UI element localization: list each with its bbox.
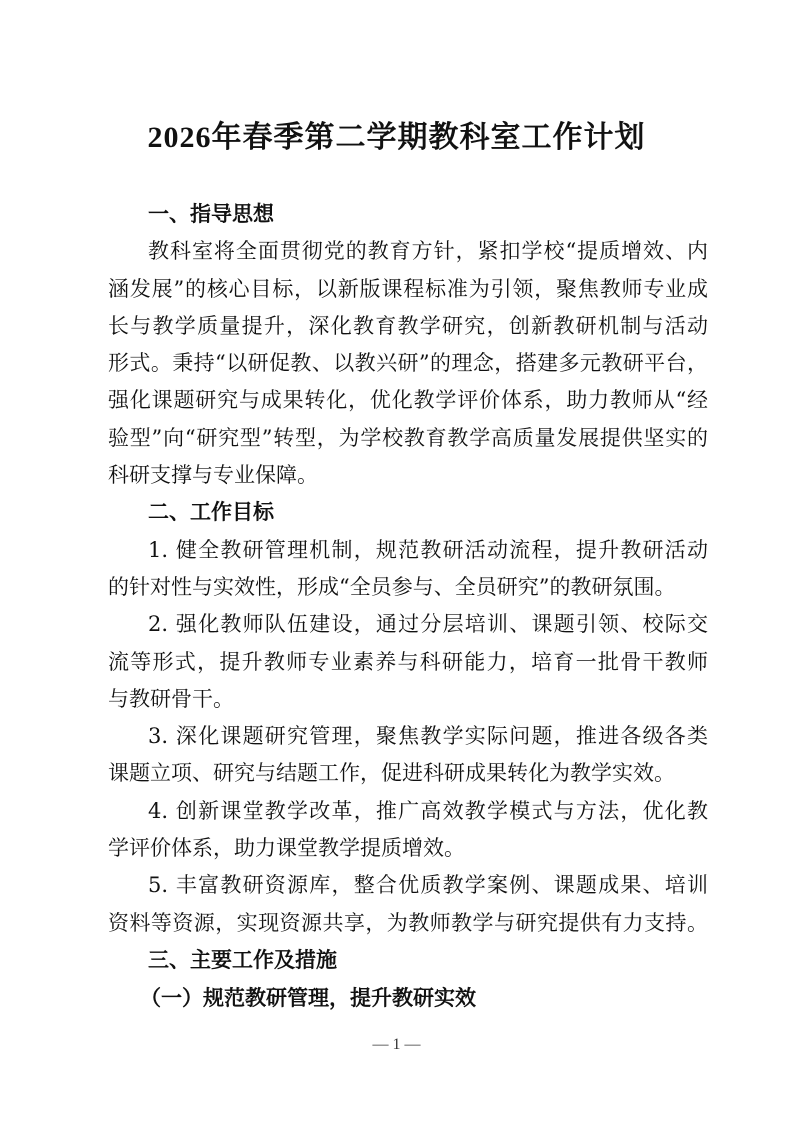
- paragraph-guiding-ideology: [108, 233, 708, 494]
- text-line: 形式。秉持“以研促教、以教兴研”的理念，搭建多元教研平台，: [108, 351, 708, 376]
- section-heading: 二、工作目标: [148, 500, 274, 525]
- text-line: 涵发展”的核心目标，以新版课程标准为引领，聚焦教师专业成: [108, 276, 708, 301]
- subsection-heading: （一）规范教研管理，提升教研实效: [140, 985, 476, 1011]
- text-line: 验型”向“研究型”转型，为学校教育教学高质量发展提供坚实的: [108, 425, 708, 450]
- text-line: 学评价体系，助力课堂教学提质增效。: [108, 836, 465, 861]
- goal-item: [108, 718, 708, 793]
- text-line: 2. 强化教师队伍建设，通过分层培训、课题引领、校际交: [148, 612, 708, 637]
- text-line: 3. 深化课题研究管理，聚焦教学实际问题，推进各级各类: [148, 724, 708, 749]
- goal-item: [108, 532, 708, 607]
- text-line: 教科室将全面贯彻党的教育方针，紧扣学校“提质增效、内: [148, 239, 708, 264]
- text-line: 资料等资源，实现资源共享，为教师教学与研究提供有力支持。: [108, 910, 708, 935]
- text-line: 与教研骨干。: [108, 686, 234, 711]
- text-line: 强化课题研究与成果转化，优化教学评价体系，助力教师从“经: [108, 388, 708, 413]
- text-line: 4. 创新课堂教学改革，推广高效教学模式与方法，优化教: [148, 798, 708, 823]
- text-line: 5. 丰富教研资源库，整合优质教学案例、课题成果、培训: [148, 873, 708, 898]
- page-number: — 1 —: [372, 1036, 421, 1053]
- goal-item: [108, 606, 708, 718]
- section-heading: 三、主要工作及措施: [148, 947, 337, 972]
- goal-item: [108, 867, 708, 942]
- text-line: 课题立项、研究与结题工作，促进科研成果转化为教学实效。: [108, 761, 675, 786]
- text-line: 1. 健全教研管理机制，规范教研活动流程，提升教研活动: [148, 537, 708, 562]
- text-line: 长与教学质量提升，深化教育教学研究，创新教研机制与活动: [108, 313, 708, 338]
- goal-item: [108, 793, 708, 868]
- document-body: [108, 196, 708, 1017]
- text-line: 科研支撑与专业保障。: [108, 463, 318, 488]
- text-line: 的针对性与实效性，形成“全员参与、全员研究”的教研氛围。: [108, 574, 676, 599]
- text-line: 流等形式，提升教师专业素养与科研能力，培育一批骨干教师: [108, 649, 708, 674]
- section-heading: 一、指导思想: [148, 202, 274, 226]
- document-title: 2026年春季第二学期教科室工作计划: [147, 121, 646, 154]
